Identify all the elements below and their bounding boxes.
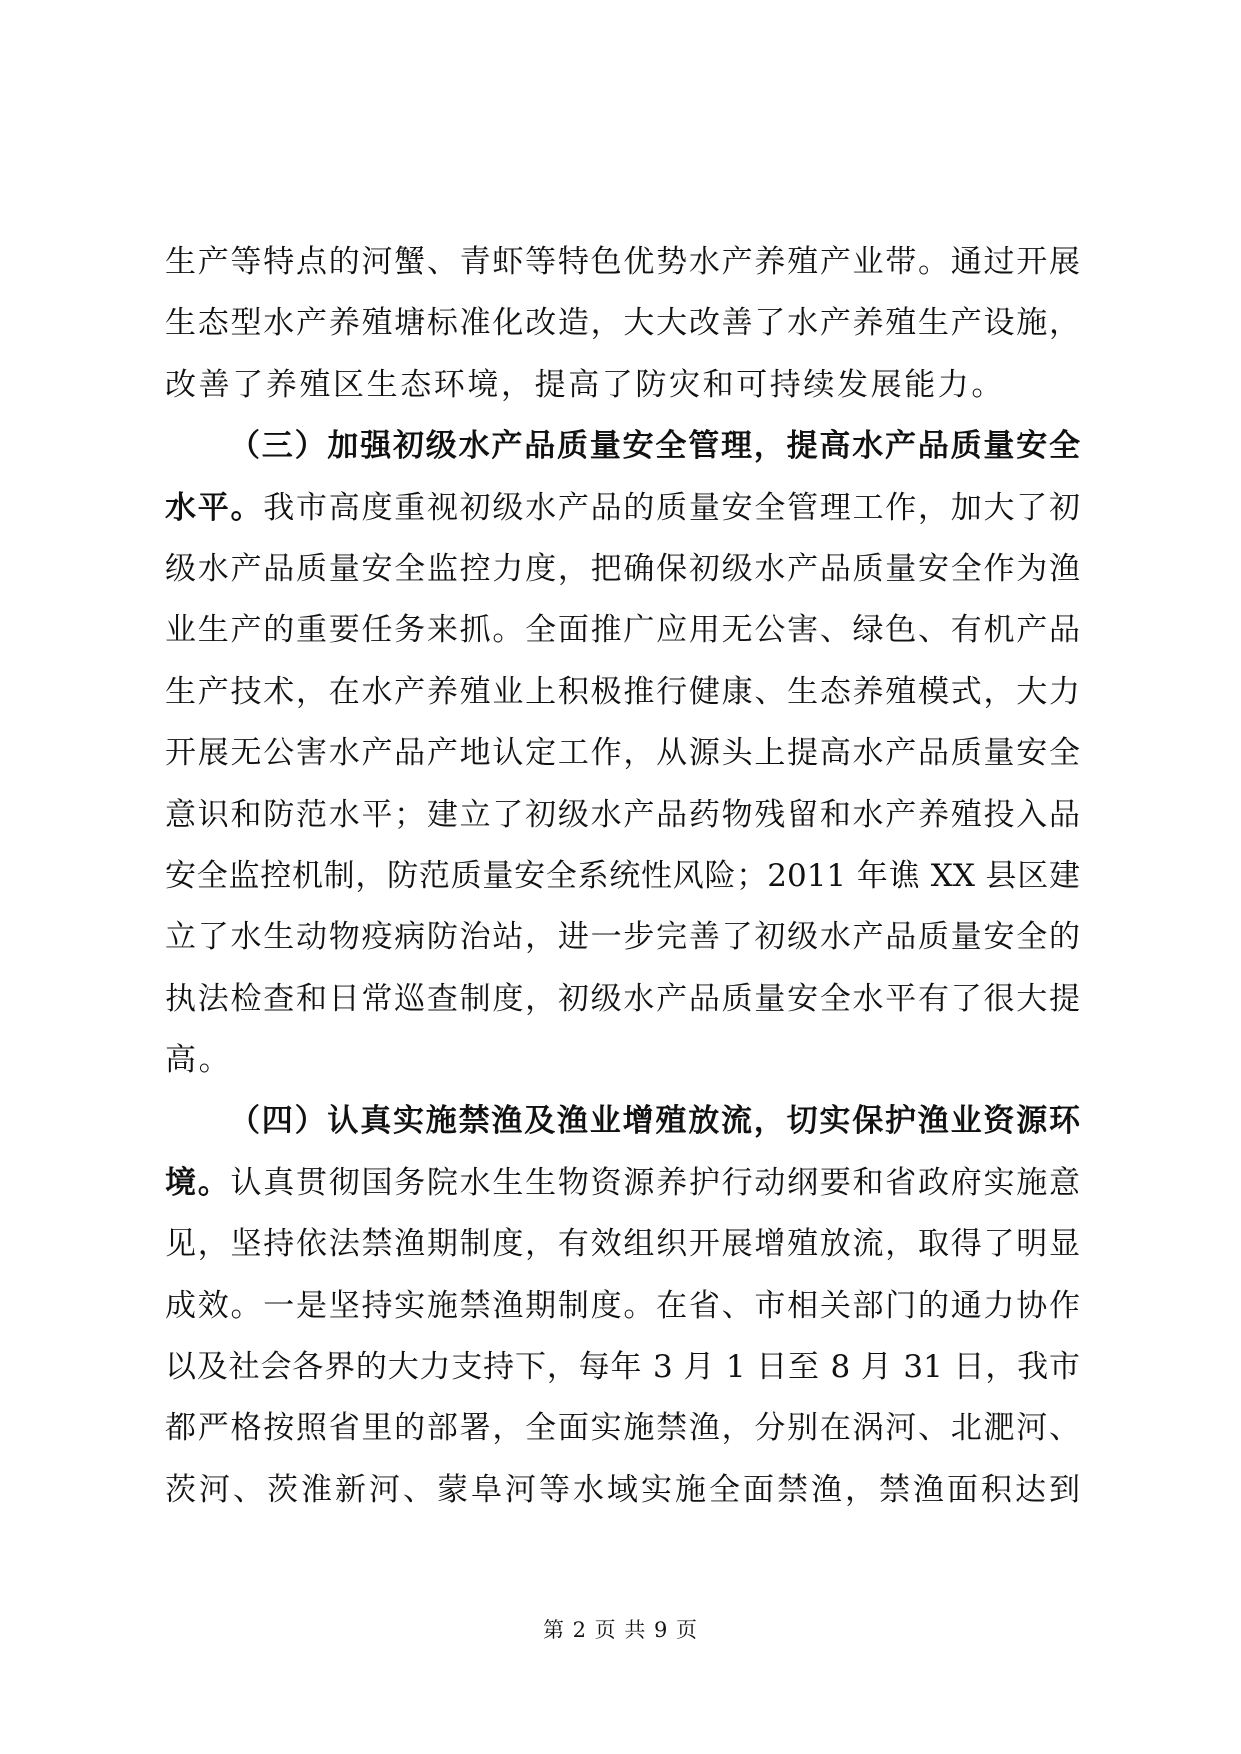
section-heading-4-tail: 境。 xyxy=(165,1164,231,1201)
paragraph-line: 茨河、茨淮新河、蒙阜河等水域实施全面禁渔，禁渔面积达到 xyxy=(165,1471,1080,1508)
paragraph-line: 业生产的重要任务来抓。全面推广应用无公害、绿色、有机产品 xyxy=(165,612,1080,649)
paragraph-line: 生产技术，在水产养殖业上积极推行健康、生态养殖模式，大力 xyxy=(165,673,1080,710)
paragraph-line: 改善了养殖区生态环境，提高了防灾和可持续发展能力。 xyxy=(165,366,1005,403)
paragraph-line: 立了水生动物疫病防治站，进一步完善了初级水产品质量安全的 xyxy=(165,919,1080,956)
paragraph-line: 都严格按照省里的部署，全面实施禁渔，分别在涡河、北淝河、 xyxy=(165,1410,1080,1447)
section-heading-3: （三）加强初级水产品质量安全管理，提高水产品质量安全 xyxy=(229,428,1080,465)
paragraph-line: 执法检查和日常巡查制度，初级水产品质量安全水平有了很大提 xyxy=(165,980,1080,1017)
paragraph-line: 生产等特点的河蟹、青虾等特色优势水产养殖产业带。通过开展 xyxy=(165,244,1080,280)
page-number-footer: 第 2 页 共 9 页 xyxy=(542,1618,699,1642)
paragraph-line: 意识和防范水平；建立了初级水产品药物残留和水产养殖投入品 xyxy=(165,796,1080,833)
paragraph-line: 成效。一是坚持实施禁渔期制度。在省、市相关部门的通力协作 xyxy=(165,1287,1080,1324)
paragraph-line: 安全监控机制，防范质量安全系统性风险；2011 年谯 XX 县区建 xyxy=(165,857,1080,894)
paragraph-text: 我市高度重视初级水产品的质量安全管理工作，加大了初 xyxy=(263,489,1081,526)
paragraph-line: 高。 xyxy=(165,1042,233,1079)
paragraph-line: 开展无公害水产品产地认定工作，从源头上提高水产品质量安全 xyxy=(165,735,1080,772)
paragraph-line: 生态型水产养殖塘标准化改造，大大改善了水产养殖生产设施， xyxy=(165,305,1080,342)
paragraph-line: 级水产品质量安全监控力度，把确保初级水产品质量安全作为渔 xyxy=(165,550,1080,587)
paragraph-text: 认真贯彻国务院水生生物资源养护行动纲要和省政府实施意 xyxy=(230,1164,1081,1201)
document-body xyxy=(165,232,1080,1521)
section-heading-3-tail: 水平。 xyxy=(165,489,264,526)
section-heading-4: （四）认真实施禁渔及渔业增殖放流，切实保护渔业资源环 xyxy=(229,1103,1080,1140)
paragraph-line: 见，坚持依法禁渔期制度，有效组织开展增殖放流，取得了明显 xyxy=(165,1226,1080,1263)
section-heading-4-continued xyxy=(165,1153,1080,1214)
paragraph-line: 以及社会各界的大力支持下，每年 3 月 1 日至 8 月 31 日，我市 xyxy=(165,1349,1080,1386)
section-heading-3-continued xyxy=(165,478,1080,539)
